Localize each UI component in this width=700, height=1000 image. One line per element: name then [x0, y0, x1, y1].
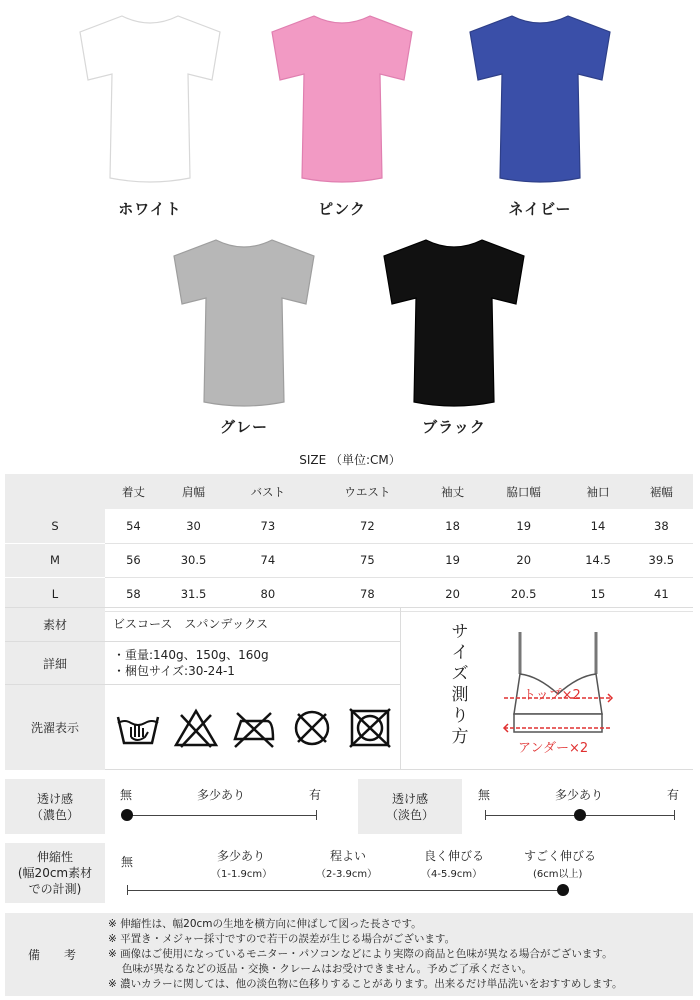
- scale-label: 多少あり: [555, 788, 604, 802]
- note-line: ※ 濃いカラーに関しては、他の淡色物に色移りすることがあります。出来るだけ単品洗いをおすすめします。: [108, 978, 623, 990]
- size-table-title: SIZE （単位:CM）: [299, 453, 401, 467]
- scale-label: 有: [667, 788, 680, 802]
- row-header: S: [5, 509, 105, 543]
- color-label: グレー: [219, 418, 268, 436]
- note-line: ※ 画像はご使用になっているモニター・パソコンなどにより実際の商品と色味が異なる場合がございます。: [108, 948, 613, 960]
- sheerness-dark-indicator: [121, 809, 133, 821]
- column-header: 着丈: [105, 474, 162, 509]
- color-label: ホワイト: [118, 200, 182, 218]
- material-row: [5, 608, 400, 642]
- table-cell: 80: [225, 577, 310, 611]
- tshirt-white-image: [70, 10, 230, 190]
- under-measure-label: アンダー×2: [518, 741, 589, 756]
- table-cell: 41: [630, 577, 693, 611]
- table-cell: 38: [630, 509, 693, 543]
- stretch-indicator: [557, 884, 569, 896]
- table-cell: 56: [105, 543, 162, 577]
- table-cell: 15: [566, 577, 629, 611]
- column-header: 裾幅: [630, 474, 693, 509]
- color-swatch-black[interactable]: [374, 232, 534, 442]
- no-dry-clean-icon: [289, 707, 335, 749]
- scale-tick: [316, 810, 317, 820]
- stretch-subtitle: での計測): [28, 882, 82, 896]
- note-line: ※ 平置き・メジャー採寸ですので若干の誤差が生じる場合がございます。: [108, 933, 456, 945]
- color-swatch-white[interactable]: [70, 10, 230, 218]
- detail-line: ・重量:140g、150g、160g: [113, 648, 269, 662]
- scale-tick: [127, 885, 128, 895]
- scale-label: 多少あり: [217, 849, 266, 863]
- sheerness-dark-label: [5, 779, 105, 834]
- scale-sublabel: (6cm以上): [533, 869, 583, 880]
- note-line: 色味が異なるなどの返品・交換・クレームはお受けできません。予めご了承ください。: [108, 963, 532, 975]
- table-cell: 54: [105, 509, 162, 543]
- scale-label: 多少あり: [197, 788, 246, 802]
- column-header: ウエスト: [310, 474, 424, 509]
- scale-label: 無: [478, 788, 491, 802]
- care-icons: [115, 707, 395, 751]
- sheerness-title: 透け感: [391, 791, 428, 806]
- sheerness-subtitle: （淡色）: [385, 807, 434, 822]
- scale-tick: [485, 810, 486, 820]
- table-cell: 31.5: [162, 577, 225, 611]
- table-cell: 20: [481, 543, 566, 577]
- color-swatch-gray[interactable]: [164, 232, 324, 442]
- scale-label: 良く伸びる: [424, 849, 485, 863]
- detail-line: ・梱包サイズ:30-24-1: [113, 664, 235, 678]
- column-header: 脇口幅: [481, 474, 566, 509]
- material-label: 素材: [5, 608, 105, 641]
- row-header: L: [5, 577, 105, 611]
- table-cell: 72: [310, 509, 424, 543]
- scale-sublabel: （4-5.9cm）: [421, 869, 483, 880]
- measure-title: サイズ測り方: [451, 622, 469, 747]
- table-cell: 30: [162, 509, 225, 543]
- scale-tick: [674, 810, 675, 820]
- color-label: ピンク: [318, 200, 366, 218]
- table-cell: 78: [310, 577, 424, 611]
- scale-label: 有: [309, 788, 322, 802]
- sheerness-light-label: [358, 779, 462, 834]
- scale-label: 無: [120, 788, 133, 802]
- table-row: [5, 577, 693, 611]
- top-measure-label: トップ×2: [523, 688, 581, 703]
- stretch-title: 伸縮性: [36, 850, 73, 864]
- tshirt-black-image: [374, 234, 534, 414]
- material-value: ビスコース スパンデックス: [113, 617, 269, 631]
- table-cell: 19: [481, 509, 566, 543]
- sheerness-title: 透け感: [36, 791, 73, 806]
- column-header: 肩幅: [162, 474, 225, 509]
- size-table-corner: [5, 474, 105, 509]
- row-header: M: [5, 543, 105, 577]
- no-tumble-dry-icon: [347, 707, 393, 749]
- table-cell: 73: [225, 509, 310, 543]
- color-label: ブラック: [422, 418, 486, 436]
- size-table: [5, 474, 693, 612]
- detail-label: 詳細: [5, 642, 105, 684]
- no-iron-icon: [231, 707, 277, 749]
- table-cell: 14: [566, 509, 629, 543]
- scale-label: すごく伸びる: [524, 849, 597, 863]
- table-cell: 20.5: [481, 577, 566, 611]
- table-row: [5, 509, 693, 543]
- stretch-label: [5, 843, 105, 903]
- tshirt-gray-image: [164, 234, 324, 414]
- table-cell: 14.5: [566, 543, 629, 577]
- sheerness-light-indicator: [574, 809, 586, 821]
- sheerness-dark-scale: [127, 815, 317, 816]
- color-swatch-pink[interactable]: [262, 10, 422, 218]
- no-bleach-icon: [173, 707, 219, 749]
- table-cell: 39.5: [630, 543, 693, 577]
- column-header: バスト: [225, 474, 310, 509]
- tshirt-navy-image: [460, 10, 620, 190]
- column-header: 袖口: [566, 474, 629, 509]
- spec-divider: [400, 608, 401, 769]
- table-cell: 75: [310, 543, 424, 577]
- table-row: [5, 543, 693, 577]
- scale-sublabel: （1-1.9cm）: [211, 869, 273, 880]
- size-table-header-row: [5, 474, 693, 509]
- table-cell: 30.5: [162, 543, 225, 577]
- color-swatch-navy[interactable]: [460, 10, 620, 218]
- notes-label: 備 考: [27, 948, 82, 962]
- scale-sublabel: （2-3.9cm）: [316, 869, 378, 880]
- table-cell: 20: [424, 577, 481, 611]
- sheerness-subtitle: （濃色）: [30, 807, 79, 822]
- scale-label: 程よい: [330, 849, 367, 863]
- tshirt-pink-image: [262, 10, 422, 190]
- detail-row: [5, 642, 400, 685]
- stretch-scale: [127, 890, 563, 891]
- care-label: 洗濯表示: [5, 685, 105, 770]
- care-row: [5, 685, 400, 770]
- note-line: ※ 伸縮性は、幅20cmの生地を横方向に伸ばして図った長さです。: [108, 918, 422, 930]
- table-cell: 19: [424, 543, 481, 577]
- stretch-subtitle: (幅20cm素材: [17, 866, 93, 880]
- scale-label: 無: [121, 855, 134, 869]
- hand-wash-icon: [115, 707, 161, 749]
- notes-section: [5, 913, 693, 996]
- table-cell: 58: [105, 577, 162, 611]
- notes-body: [108, 917, 623, 992]
- table-cell: 74: [225, 543, 310, 577]
- column-header: 袖丈: [424, 474, 481, 509]
- table-cell: 18: [424, 509, 481, 543]
- color-label: ネイビー: [508, 200, 572, 218]
